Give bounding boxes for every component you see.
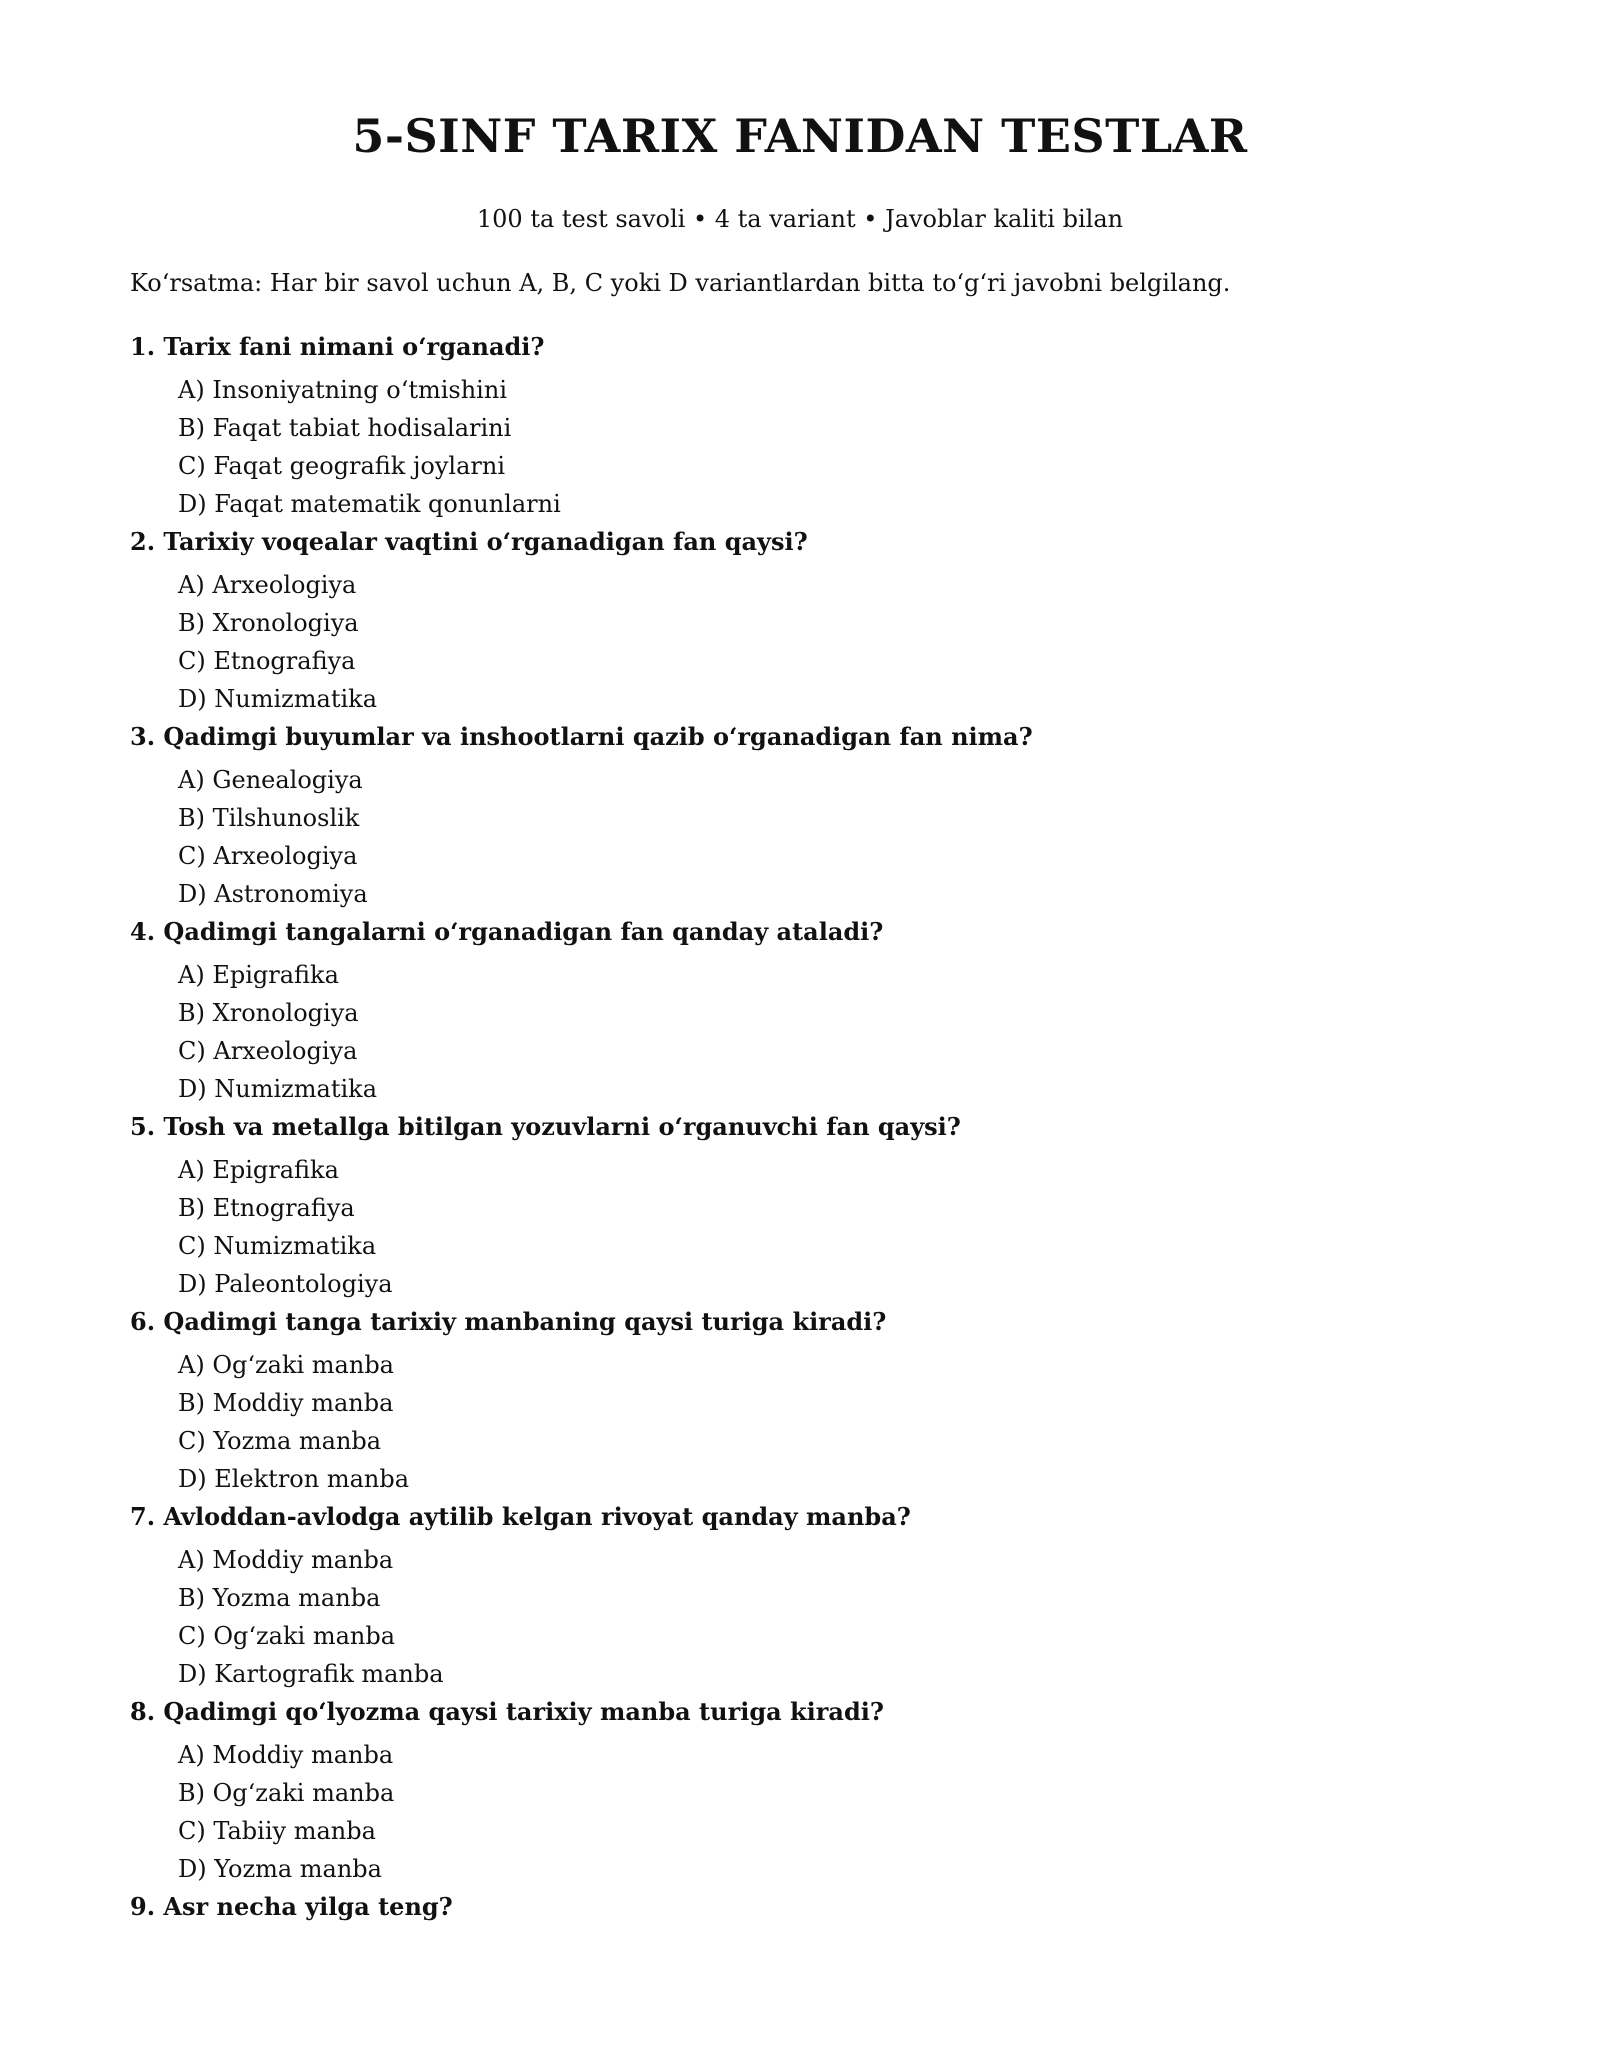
instruction-text: Ko‘rsatma: Har bir savol uchun A, B, C yoki D variantlardan bitta to‘g‘ri javobni belgilang. — [130, 269, 1231, 297]
question-7-option-a: A) Moddiy manba — [178, 1546, 394, 1574]
question-8: 8. Qadimgi qo‘lyozma qaysi tarixiy manba turiga kiradi? — [130, 1697, 884, 1726]
document-subtitle: 100 ta test savoli • 4 ta variant • Javoblar kaliti bilan — [476, 205, 1124, 233]
question-7-option-c: C) Og‘zaki manba — [178, 1622, 396, 1650]
question-1-option-a: A) Insoniyatning o‘tmishini — [178, 376, 507, 404]
question-1-option-d: D) Faqat matematik qonunlarni — [178, 490, 561, 518]
question-7: 7. Avloddan-avlodga aytilib kelgan rivoyat qanday manba? — [130, 1502, 911, 1531]
question-1: 1. Tarix fani nimani o‘rganadi? — [130, 332, 545, 361]
question-7-option-d: D) Kartografik manba — [178, 1660, 444, 1688]
question-3-option-a: A) Genealogiya — [178, 766, 363, 794]
question-2-option-d: D) Numizmatika — [178, 685, 378, 713]
question-6: 6. Qadimgi tanga tarixiy manbaning qaysi turiga kiradi? — [130, 1307, 887, 1336]
question-2-option-a: A) Arxeologiya — [178, 571, 357, 599]
question-2-option-b: B) Xronologiya — [178, 609, 359, 637]
question-5: 5. Tosh va metallga bitilgan yozuvlarni o‘rganuvchi fan qaysi? — [130, 1112, 961, 1141]
question-6-option-b: B) Moddiy manba — [178, 1389, 394, 1417]
question-2-option-c: C) Etnografiya — [178, 647, 356, 675]
question-5-option-c: C) Numizmatika — [178, 1232, 377, 1260]
question-4-option-d: D) Numizmatika — [178, 1075, 378, 1103]
question-8-option-d: D) Yozma manba — [178, 1855, 382, 1883]
question-3-option-b: B) Tilshunoslik — [178, 804, 360, 832]
question-6-option-d: D) Elektron manba — [178, 1465, 410, 1493]
question-8-option-b: B) Og‘zaki manba — [178, 1779, 395, 1807]
question-9: 9. Asr necha yilga teng? — [130, 1892, 453, 1921]
question-3: 3. Qadimgi buyumlar va inshootlarni qazib o‘rganadigan fan nima? — [130, 722, 1033, 751]
question-4-option-c: C) Arxeologiya — [178, 1037, 358, 1065]
question-4-option-a: A) Epigrafika — [178, 961, 339, 989]
question-1-option-c: C) Faqat geografik joylarni — [178, 452, 506, 480]
question-1-option-b: B) Faqat tabiat hodisalarini — [178, 414, 512, 442]
question-4-option-b: B) Xronologiya — [178, 999, 359, 1027]
question-2: 2. Tarixiy voqealar vaqtini o‘rganadigan fan qaysi? — [130, 527, 808, 556]
question-3-option-d: D) Astronomiya — [178, 880, 368, 908]
question-3-option-c: C) Arxeologiya — [178, 842, 358, 870]
question-6-option-a: A) Og‘zaki manba — [178, 1351, 394, 1379]
question-8-option-c: C) Tabiiy manba — [178, 1817, 376, 1845]
question-7-option-b: B) Yozma manba — [178, 1584, 381, 1612]
question-8-option-a: A) Moddiy manba — [178, 1741, 394, 1769]
question-5-option-b: B) Etnografiya — [178, 1194, 355, 1222]
question-5-option-a: A) Epigrafika — [178, 1156, 339, 1184]
question-6-option-c: C) Yozma manba — [178, 1427, 382, 1455]
question-4: 4. Qadimgi tangalarni o‘rganadigan fan qanday ataladi? — [130, 917, 884, 946]
document-title: 5-SINF TARIX FANIDAN TESTLAR — [352, 109, 1248, 163]
question-5-option-d: D) Paleontologiya — [178, 1270, 393, 1298]
